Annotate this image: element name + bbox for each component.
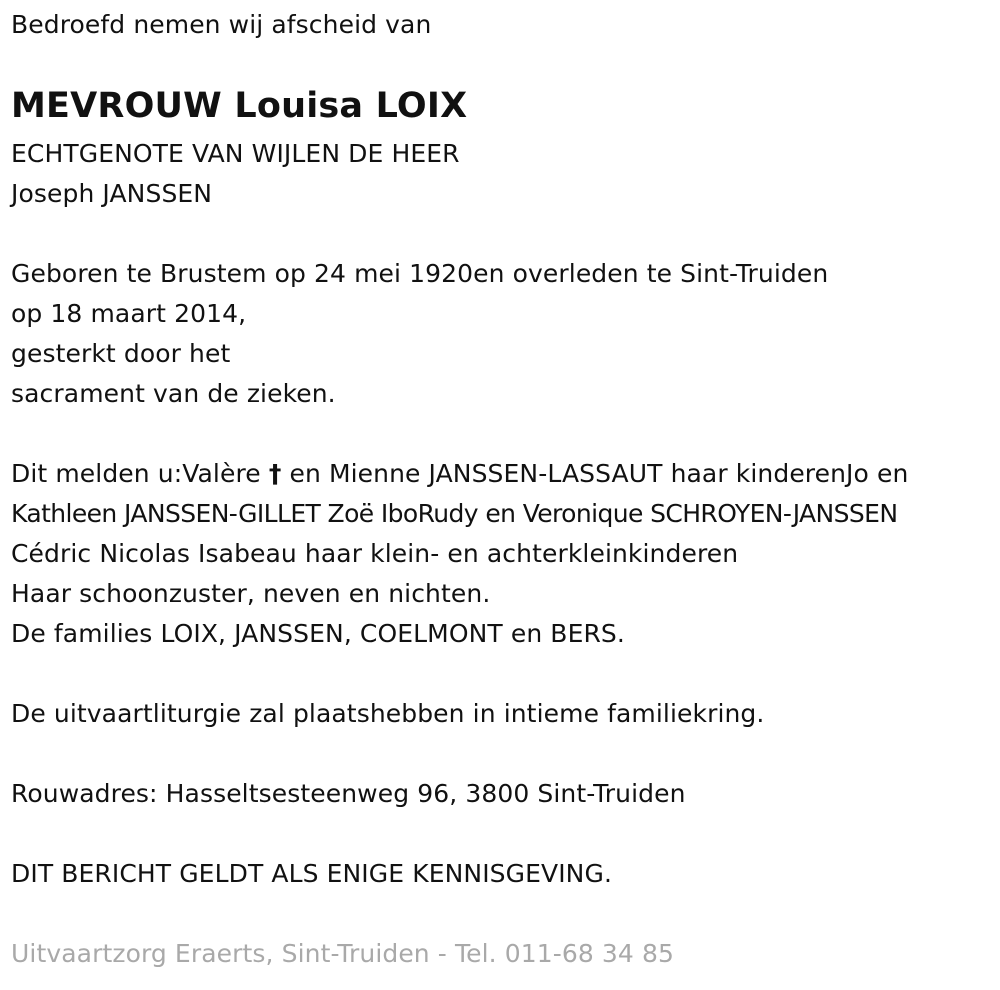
spouse-name: Joseph JANSSEN — [11, 179, 213, 208]
cross-icon: † — [268, 459, 282, 488]
funeral-home-footer: Uitvaartzorg Eraerts, Sint-Truiden - Tel. 011-68 34 85 — [11, 939, 674, 968]
funeral-text: De uitvaartliturgie zal plaatshebben in intieme familiekring. — [11, 699, 765, 728]
family-line-5: De families LOIX, JANSSEN, COELMONT en BERS. — [11, 619, 625, 648]
family-line-1 — [11, 459, 908, 489]
death-date-text: op 18 maart 2014, — [11, 299, 247, 328]
birth-text: Geboren te Brustem op 24 mei 1920en overleden te Sint-Truiden — [11, 259, 829, 288]
family-line-3: Cédric Nicolas Isabeau haar klein- en achterkleinkinderen — [11, 539, 739, 568]
sacrament-text-1: gesterkt door het — [11, 339, 231, 368]
family-line-1-start: Dit melden u:Valère — [11, 459, 261, 488]
intro-text: Bedroefd nemen wij afscheid van — [11, 10, 432, 39]
notice-statement: DIT BERICHT GELDT ALS ENIGE KENNISGEVING. — [11, 859, 612, 888]
deceased-name: MEVROUW Louisa LOIX — [11, 86, 468, 126]
family-line-2: Kathleen JANSSEN-GILLET Zoë IboRudy en Veronique SCHROYEN-JANSSEN — [11, 499, 898, 528]
family-line-4: Haar schoonzuster, neven en nichten. — [11, 579, 491, 608]
family-line-1-end: en Mienne JANSSEN-LASSAUT haar kinderenJo en — [289, 459, 909, 488]
spouse-label: ECHTGENOTE VAN WIJLEN DE HEER — [11, 139, 460, 168]
sacrament-text-2: sacrament van de zieken. — [11, 379, 336, 408]
address-text: Rouwadres: Hasseltsesteenweg 96, 3800 Sint-Truiden — [11, 779, 686, 808]
